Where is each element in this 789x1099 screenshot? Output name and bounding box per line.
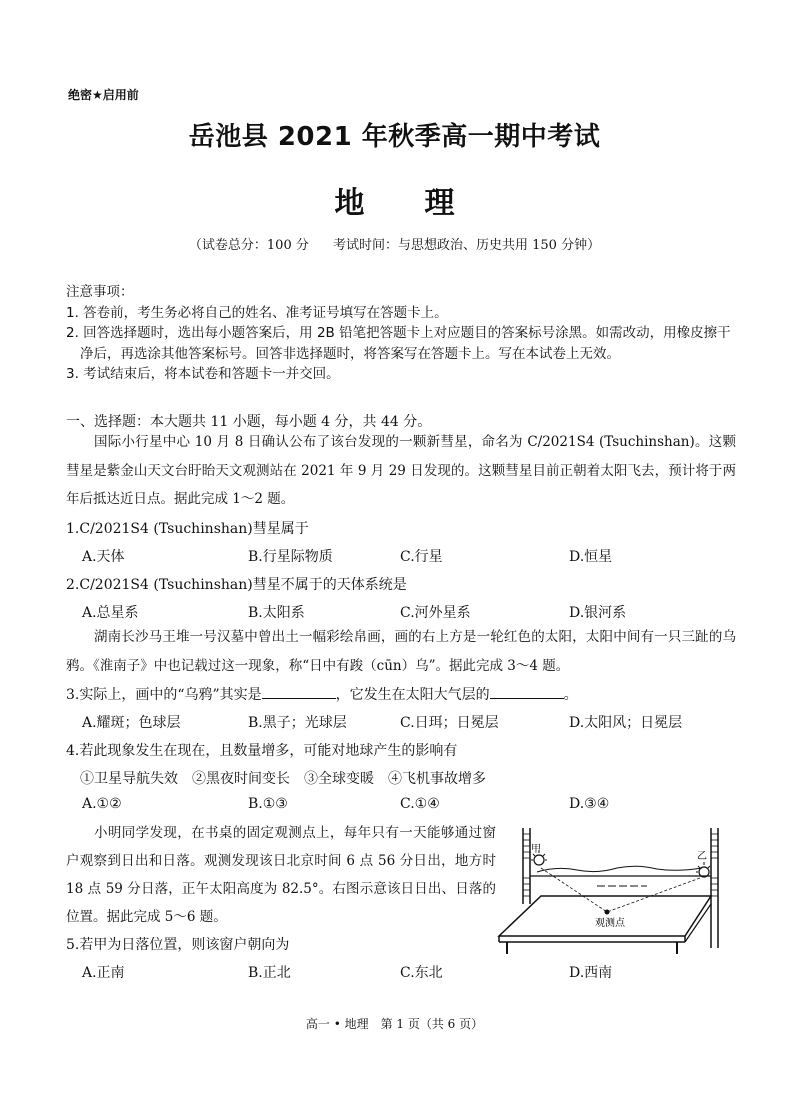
note-item: 1. 答卷前，考生务必将自己的姓名、准考证号填写在答题卡上。 (66, 304, 448, 321)
total-score: （试卷总分：100 分 (188, 238, 309, 253)
exam-title: 岳池县 2021 年秋季高一期中考试 (188, 122, 601, 152)
question-3-stem (66, 684, 578, 704)
sunrise-sunset-figure (497, 826, 725, 954)
option-c: C.行星 (400, 549, 443, 565)
option-d: D.西南 (569, 965, 613, 981)
option-b: B.黑子；光球层 (248, 715, 347, 731)
option-b: B.太阳系 (248, 605, 305, 621)
exam-meta (0, 234, 789, 253)
note-item: 3. 考试结束后，将本试卷和答题卡一并交回。 (66, 366, 340, 382)
passage-1-text: 国际小行星中心 10 月 8 日确认公布了该台发现的一颗新彗星，命名为 C/2021S4 (Tsuchinshan)。这颗彗星是紫金山天文台盱眙天文观测站在 2021 年 9 月 29 日发现的。这颗彗星目前正朝着太阳飞去，预计将于两年后抵达近日点。据此完成 1～2 题。 (66, 434, 736, 508)
option-d: D.恒星 (569, 549, 613, 565)
sight-line-a (541, 868, 607, 912)
subject-title: 地理 (334, 186, 515, 221)
question-1-stem: 1.C/2021S4 (Tsuchinshan)彗星属于 (66, 521, 309, 537)
option-c: C.河外星系 (400, 605, 471, 621)
question-3-stem-a: 3.实际上，画中的“乌鸦”其实是 (66, 687, 262, 703)
option-c: C.日珥；日冕层 (400, 715, 499, 731)
option-b: B.①③ (248, 796, 288, 812)
question-4-items: ①卫星导航失效 ②黑夜时间变长 ③全球变暖 ④飞机事故增多 (80, 771, 486, 787)
label-observation-point: 观测点 (595, 918, 625, 929)
option-b: B.行星际物质 (248, 549, 333, 565)
notes-block (66, 282, 736, 385)
label-a: 甲 (531, 844, 541, 855)
right-window-frame (711, 828, 718, 948)
question-3-stem-c: 。 (563, 687, 578, 703)
option-a: A.天体 (82, 549, 125, 565)
secret-label: 绝密★启用前 (68, 88, 139, 102)
option-a: A.正南 (82, 965, 125, 981)
observation-point (605, 910, 610, 915)
answer-blank (490, 686, 564, 699)
passage-2 (66, 623, 736, 680)
sight-line-b (607, 878, 700, 912)
option-b: B.正北 (248, 965, 291, 981)
option-d: D.③④ (569, 796, 610, 812)
sun-b-icon (696, 862, 710, 877)
exam-time: 考试时间：与思想政治、历史共用 150 分钟） (333, 238, 601, 253)
notes-title: 注意事项： (66, 284, 134, 300)
passage-1 (66, 428, 736, 514)
option-c: C.东北 (400, 965, 443, 981)
question-3-stem-b: ，它发生在太阳大气层的 (335, 687, 490, 703)
section-heading: 一、选择题：本大题共 11 小题，每小题 4 分，共 44 分。 (66, 414, 432, 430)
option-a: A.耀斑；色球层 (82, 715, 181, 731)
option-d: D.银河系 (569, 605, 627, 621)
option-d: D.太阳风；日冕层 (569, 715, 683, 731)
option-a: A.总星系 (82, 605, 139, 621)
page-footer: 高一 • 地理 第 1 页（共 6 页） (305, 1017, 484, 1031)
option-a: A.①② (82, 796, 122, 812)
option-c: C.①④ (400, 796, 440, 812)
passage-2-text: 湖南长沙马王堆一号汉墓中曾出土一幅彩绘帛画，画的右上方是一轮红色的太阳，太阳中间有一只三趾的乌鸦。《淮南子》中也记载过这一现象，称“日中有踆（cūn）乌”。据此完成 3～4 题。 (66, 629, 736, 674)
passage-3-text: 小明同学发现，在书桌的固定观测点上，每年只有一天能够通过窗户观察到日出和日落。观测发现该日北京时间 6 点 56 分日出，地方时 18 点 59 分日落，正午太阳高度为 82.5°。右图示意该日日出、日落的位置。据此完成 5～6 题。 (66, 825, 496, 925)
desk-edge (685, 904, 711, 942)
question-5-stem: 5.若甲为日落位置，则该窗户朝向为 (66, 937, 290, 953)
left-window-frame (523, 828, 530, 904)
question-4-stem: 4.若此现象发生在现在，且数量增多，可能对地球产生的影响有 (66, 743, 458, 759)
label-b: 乙 (697, 851, 707, 862)
answer-blank (262, 686, 336, 699)
passage-3 (66, 819, 496, 931)
desk-top (499, 896, 711, 936)
horizon-hills (537, 866, 702, 872)
note-item: 2. 回答选择题时，选出每小题答案后，用 2B 铅笔把答题卡上对应题目的答案标号涂黑。如需改动，用橡皮擦干净后，再选涂其他答案标号。回答非选择题时，将答案写在答题卡上。写在本试卷上无效。 (66, 325, 731, 362)
question-2-stem: 2.C/2021S4 (Tsuchinshan)彗星不属于的天体系统是 (66, 577, 407, 593)
